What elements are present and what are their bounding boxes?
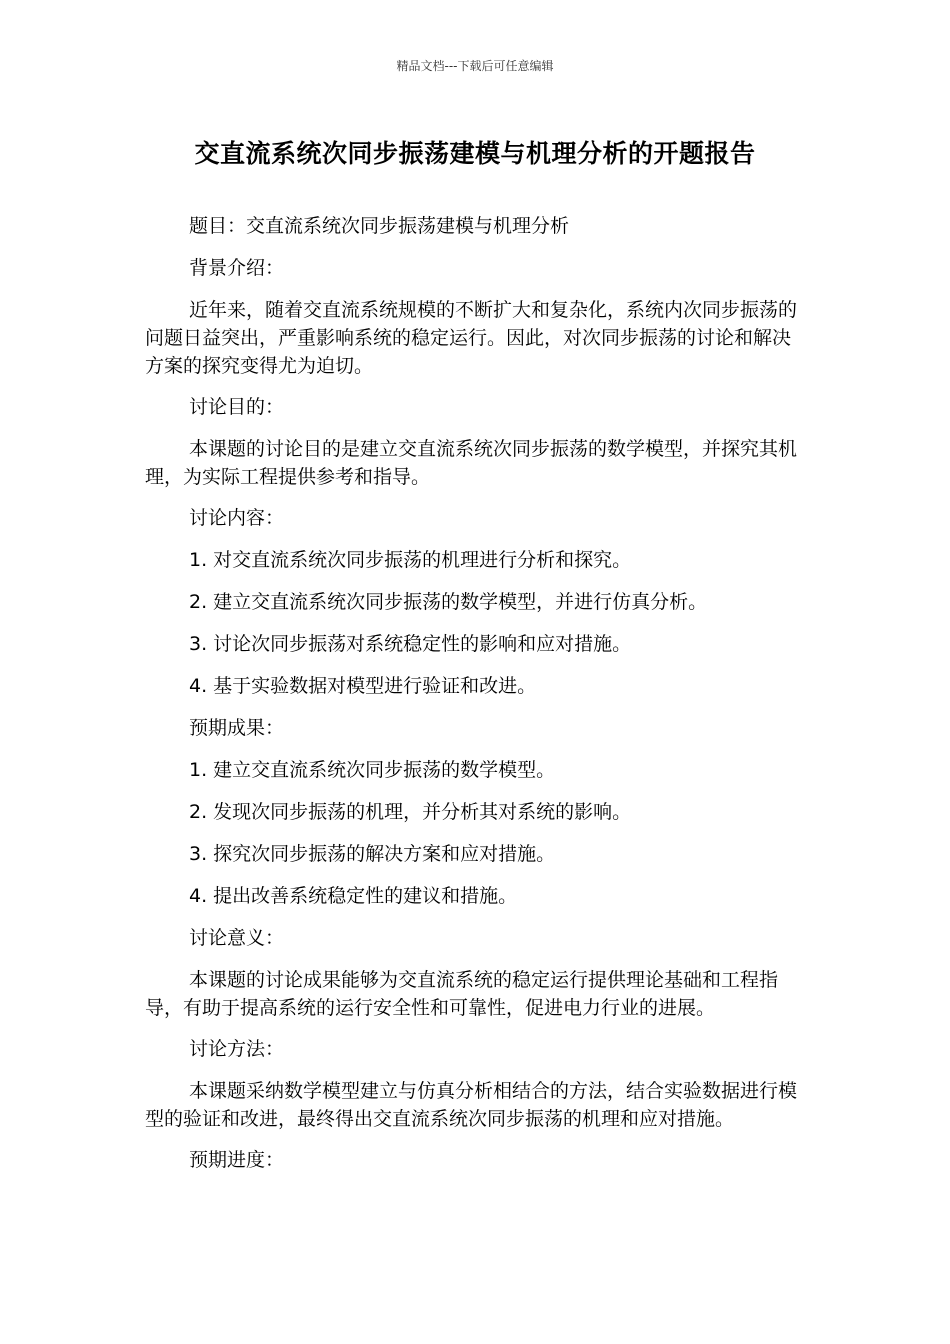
content-item: 2. 建立交直流系统次同步振荡的数学模型，并进行仿真分析。 (189, 591, 708, 613)
schedule-heading: 预期进度： (189, 1149, 285, 1171)
results-item: 2. 发现次同步振荡的机理，并分析其对系统的影响。 (189, 801, 632, 823)
content-item: 1. 对交直流系统次同步振荡的机理进行分析和探究。 (189, 549, 632, 571)
results-item: 4. 提出改善系统稳定性的建议和措施。 (189, 885, 518, 907)
content-item: 3. 讨论次同步振荡对系统稳定性的影响和应对措施。 (189, 633, 632, 655)
document-title: 交直流系统次同步振荡建模与机理分析的开题报告 (194, 139, 756, 168)
method-paragraph: 本课题采纳数学模型建立与仿真分析相结合的方法，结合实验数据进行模型的验证和改进，最终得出交直流系统次同步振荡的机理和应对措施。 (145, 1080, 798, 1130)
purpose-paragraph: 本课题的讨论目的是建立交直流系统次同步振荡的数学模型，并探究其机理，为实际工程提供参考和指导。 (145, 438, 798, 488)
method-heading: 讨论方法： (189, 1038, 285, 1060)
results-item: 1. 建立交直流系统次同步振荡的数学模型。 (189, 759, 556, 781)
subject-line: 题目：交直流系统次同步振荡建模与机理分析 (189, 215, 570, 237)
significance-paragraph: 本课题的讨论成果能够为交直流系统的稳定运行提供理论基础和工程指导，有助于提高系统的运行安全性和可靠性，促进电力行业的进展。 (145, 969, 779, 1019)
results-item: 3. 探究次同步振荡的解决方案和应对措施。 (189, 843, 556, 865)
background-paragraph: 近年来，随着交直流系统规模的不断扩大和复杂化，系统内次同步振荡的问题日益突出，严重影响系统的稳定运行。因此，对次同步振荡的讨论和解决方案的探究变得尤为迫切。 (145, 299, 798, 377)
header-note: 精品文档---下载后可任意编辑 (396, 59, 554, 73)
significance-heading: 讨论意义： (189, 927, 285, 949)
purpose-heading: 讨论目的： (189, 396, 285, 418)
results-heading: 预期成果： (189, 717, 285, 739)
background-heading: 背景介绍： (189, 257, 285, 279)
document-body (145, 212, 805, 1188)
content-item: 4. 基于实验数据对模型进行验证和改进。 (189, 675, 537, 697)
content-heading: 讨论内容： (189, 507, 285, 529)
